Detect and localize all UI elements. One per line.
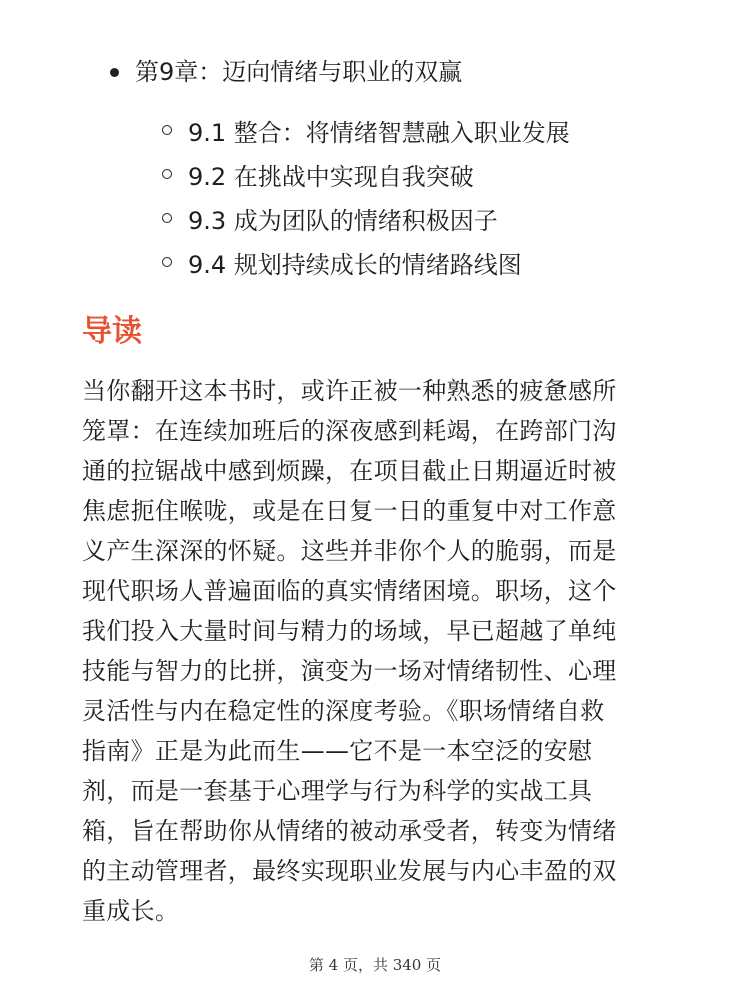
- hollow-bullet-icon: [162, 125, 172, 135]
- paragraph-line: 焦虑扼住喉咙，或是在日复一日的重复中对工作意: [82, 497, 617, 525]
- intro-paragraph: [82, 371, 670, 931]
- toc-section-title: 9.4 规划持续成长的情绪路线图: [188, 250, 522, 279]
- paragraph-line: 箱，旨在帮助你从情绪的被动承受者，转变为情绪: [82, 817, 617, 845]
- hollow-bullet-icon: [162, 213, 172, 223]
- toc-chapter-item: [110, 52, 462, 92]
- toc-section-title: 9.3 成为团队的情绪积极因子: [188, 206, 498, 235]
- hollow-bullet-icon: [162, 169, 172, 179]
- toc-section-list: [162, 108, 570, 284]
- paragraph-line: 剂，而是一套基于心理学与行为科学的实战工具: [82, 777, 593, 805]
- paragraph-line: 笼罩：在连续加班后的深夜感到耗竭，在跨部门沟: [82, 417, 617, 445]
- toc-section-item: [162, 152, 570, 196]
- paragraph-line: 灵活性与内在稳定性的深度考验。《职场情绪自救: [82, 697, 605, 725]
- paragraph-line: 现代职场人普遍面临的真实情绪困境。职场，这个: [82, 577, 617, 605]
- paragraph-line: 义产生深深的怀疑。这些并非你个人的脆弱，而是: [82, 537, 617, 565]
- paragraph-line: 技能与智力的比拼，演变为一场对情绪韧性、心理: [82, 657, 617, 685]
- filled-bullet-icon: [110, 68, 119, 77]
- page-number: 第 4 页，共 340 页: [308, 956, 442, 974]
- toc-section-item: [162, 108, 570, 152]
- toc-section-title: 9.1 整合：将情绪智慧融入职业发展: [188, 118, 570, 147]
- paragraph-line: 通的拉锯战中感到烦躁，在项目截止日期逼近时被: [82, 457, 617, 485]
- paragraph-line: 指南》正是为此而生——它不是一本空泛的安慰: [82, 737, 593, 765]
- hollow-bullet-icon: [162, 257, 172, 267]
- toc-section-item: [162, 240, 570, 284]
- toc-section-title: 9.2 在挑战中实现自我突破: [188, 162, 474, 191]
- toc-section-item: [162, 196, 570, 240]
- toc-chapter-title: 第9章：迈向情绪与职业的双赢: [135, 58, 463, 86]
- paragraph-line: 我们投入大量时间与精力的场域，早已超越了单纯: [82, 617, 617, 645]
- paragraph-line: 重成长。: [82, 897, 180, 925]
- paragraph-line: 当你翻开这本书时，或许正被一种熟悉的疲惫感所: [82, 377, 617, 405]
- paragraph-line: 的主动管理者，最终实现职业发展与内心丰盈的双: [82, 857, 617, 885]
- section-heading: 导读: [82, 314, 142, 349]
